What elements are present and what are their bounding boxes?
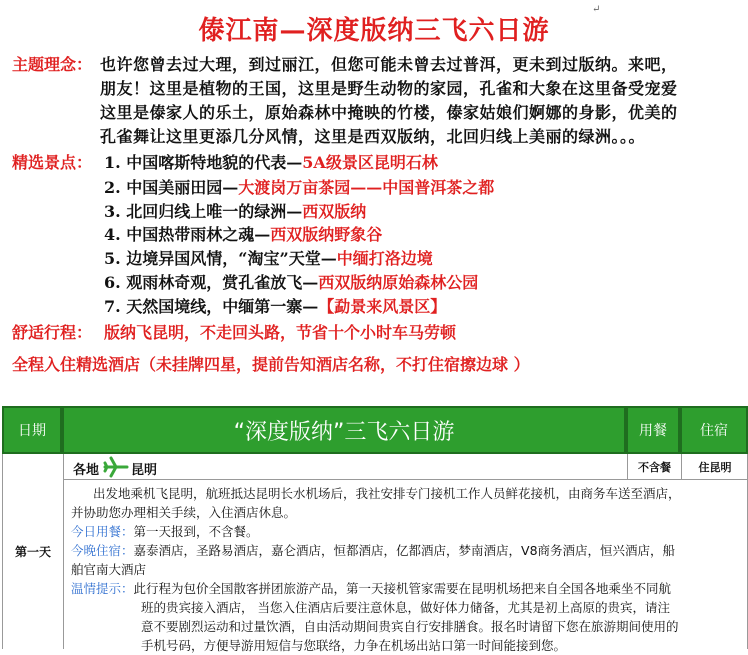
spot-highlight: 【勐景来风景区】	[318, 297, 447, 316]
tip-line: 手机号码，方便导游用短信与您联络，力争在机场出站口第一时间能接到您。	[141, 638, 567, 653]
spot-item	[104, 246, 433, 269]
tip-line: 意不要剧烈运动和过量饮酒，自由活动期间贵宾自行安排膳食。报名时请留下您在旅游期间使用的	[141, 619, 679, 634]
tip-info	[71, 579, 745, 598]
spot-num: 5.	[104, 249, 121, 268]
meal-value: 不含餐	[627, 454, 681, 480]
stay-info-label: 今晚住宿：	[71, 543, 134, 558]
itinerary-table	[2, 406, 748, 653]
theme-line-1: 也许您曾去过大理，到过丽江，但您可能未曾去过普洱，更未到过版纳。来吧，	[100, 55, 678, 74]
day-detail	[71, 484, 745, 655]
header-hotel: 住宿	[680, 406, 748, 454]
theme-label: 主题理念：	[12, 55, 93, 74]
meal-info-label: 今日用餐：	[71, 524, 134, 539]
spot-item	[104, 175, 494, 198]
paragraph-mark: ↵	[592, 4, 601, 15]
route-to: 昆明	[131, 463, 158, 478]
stay-info-cont: 舶官南大酒店	[71, 562, 147, 577]
spot-text: 中国喀斯特地貌的代表—	[126, 153, 303, 172]
spot-highlight: 5A级景区昆明石林	[302, 153, 438, 172]
spot-num: 3.	[104, 202, 121, 221]
spot-num: 2.	[104, 178, 121, 197]
spot-text: 中国热带雨林之魂—	[126, 225, 271, 244]
page-title: 傣江南—深度版纳三飞六日游	[198, 16, 550, 46]
route-from: 各地	[73, 463, 100, 478]
meal-info-text: 第一天报到，不含餐。	[133, 524, 259, 539]
spot-num: 7.	[104, 297, 121, 316]
tip-line: 班的贵宾接入酒店， 当您入住酒店后要注意休息，做好体力储备，尤其是初上高原的贵宾，请注	[141, 600, 670, 615]
hotel-note: 全程入住精选酒店（未挂牌四星，提前告知酒店名称，不打住宿擦边球 ）	[12, 355, 530, 374]
spot-item	[104, 150, 438, 173]
comfort-text: 版纳飞昆明，不走回头路，节省十个小时车马劳顿	[104, 323, 457, 342]
spot-highlight: 西双版纳原始森林公园	[318, 273, 479, 292]
spot-item	[104, 294, 446, 317]
stay-info-text: 嘉泰酒店，圣路易酒店，嘉仑酒店，恒都酒店，亿都酒店，梦南酒店，V8商务酒店，恒兴酒店，船	[133, 543, 676, 558]
comfort-label: 舒适行程：	[12, 323, 93, 342]
spots-label: 精选景点：	[12, 153, 93, 172]
spot-text: 天然国境线，中缅第一寨—	[126, 297, 319, 316]
spot-highlight: 西双版纳野象谷	[270, 225, 383, 244]
spot-item	[104, 199, 366, 222]
theme-line-4: 孔雀舞让这里更添几分风情，这里是西双版纳，北回归线上美丽的绿洲。。。	[100, 127, 646, 146]
desc-line: 并协助您办理相关手续，入住酒店休息。	[71, 505, 297, 520]
tip-info-text: 此行程为包价全国散客拼团旅游产品，第一天接机管家需要在昆明机场把来自全国各地乘坐不同航	[133, 581, 672, 596]
hotel-value: 住昆明	[681, 454, 748, 480]
spot-text: 边境异国风情，“淘宝”天堂—	[126, 249, 337, 268]
spot-highlight: 大渡岗万亩茶园——中国普洱茶之都	[238, 178, 495, 197]
day-one-row	[2, 454, 748, 653]
stay-info	[71, 541, 745, 560]
spot-num: 4.	[104, 225, 121, 244]
route	[63, 454, 627, 480]
spot-highlight: 中缅打洛边境	[336, 249, 433, 268]
airplane-icon	[103, 456, 129, 478]
meal-info	[71, 522, 745, 541]
header-title: “深度版纳”三飞六日游	[62, 406, 626, 454]
spot-item	[104, 222, 382, 245]
spot-highlight: 西双版纳	[302, 202, 367, 221]
spot-num: 6.	[104, 273, 121, 292]
tip-info-label: 温情提示：	[71, 581, 134, 596]
header-meal: 用餐	[626, 406, 680, 454]
spot-num: 1.	[104, 153, 121, 172]
theme-line-3: 这里是傣家人的乐土，原始森林中掩映的竹楼，傣家姑娘们婀娜的身影，优美的	[100, 103, 678, 122]
spot-text: 观雨林奇观，赏孔雀放飞—	[126, 273, 319, 292]
spot-text: 北回归线上唯一的绿洲—	[126, 202, 303, 221]
desc-line: 出发地乘机飞昆明，航班抵达昆明长水机场后，我社安排专门接机工作人员鲜花接机，由商务车送至酒店，	[93, 486, 681, 501]
header-day: 日期	[2, 406, 62, 454]
spot-item	[104, 270, 478, 293]
theme-line-2: 朋友！这里是植物的王国，这里是野生动物的家园，孔雀和大象在这里备受宠爱	[100, 79, 678, 98]
day-label: 第一天	[3, 454, 64, 649]
spot-text: 中国美丽田园—	[126, 178, 239, 197]
